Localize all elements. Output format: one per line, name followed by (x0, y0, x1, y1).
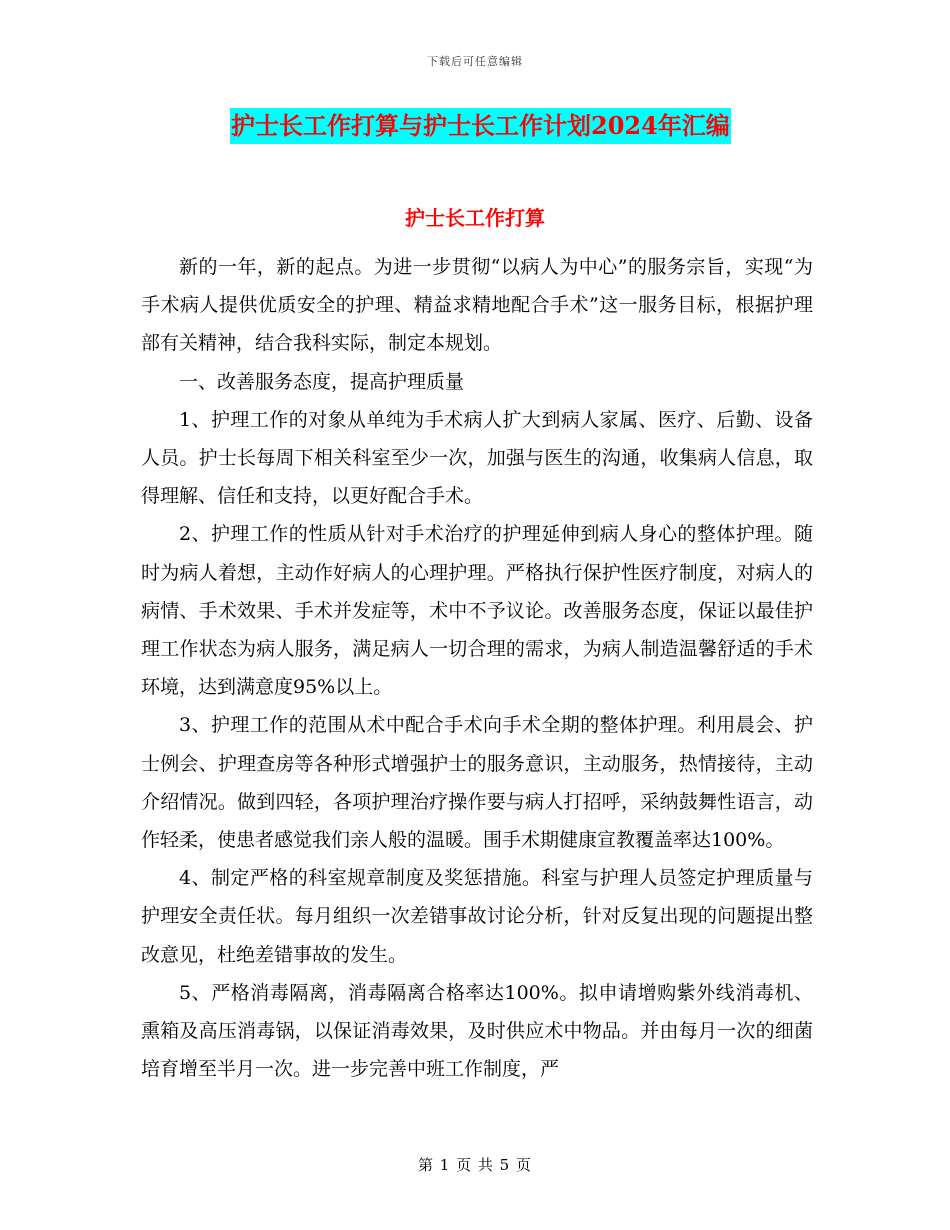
paragraph-intro: 新的一年，新的起点。为进一步贯彻“以病人为中心”的服务宗旨，实现“为手术病人提供优质安全的护理、精益求精地配合手术”这一服务目标，根据护理部有关精神，结合我科实际，制定本规划。 (141, 256, 813, 355)
paragraph-item-5: 5、严格消毒隔离，消毒隔离合格率达100%。拟申请增购紫外线消毒机、熏箱及高压消毒锅，以保证消毒效果，及时供应术中物品。并由每月一次的细菌培育增至半月一次。进一步完善中班工作制度，严 (141, 981, 813, 1081)
header-note: 下载后可任意编辑 (427, 55, 523, 68)
document-body (141, 248, 813, 1088)
paragraph-item-1: 1、护理工作的对象从单纯为手术病人扩大到病人家属、医疗、后勤、设备人员。护士长每周下相关科室至少一次，加强与医生的沟通，收集病人信息，取得理解、信任和支持，以更好配合手术。 (141, 408, 813, 508)
page-footer: 第 1 页 共 5 页 (418, 1156, 532, 1174)
section-title: 护士长工作打算 (405, 206, 545, 230)
paragraph-item-2: 2、护理工作的性质从针对手术治疗的护理延伸到病人身心的整体护理。随时为病人着想，主动作好病人的心理护理。严格执行保护性医疗制度，对病人的病情、手术效果、手术并发症等，术中不予议论。改善服务态度，保证以最佳护理工作状态为病人服务，满足病人一切合理的需求，为病人制造温馨舒适的手术环境，达到满意度95%以上。 (141, 523, 813, 699)
main-title: 护士长工作打算与护士长工作计划2024年汇编 (230, 108, 731, 144)
paragraph-item-4: 4、制定严格的科室规章制度及奖惩措施。科室与护理人员签定护理质量与护理安全责任状。每月组织一次差错事故讨论分析，针对反复出现的问题提出整改意见，杜绝差错事故的发生。 (141, 867, 813, 966)
main-title-container (230, 108, 770, 144)
paragraph-item-3: 3、护理工作的范围从术中配合手术向手术全期的整体护理。利用晨会、护士例会、护理查房等各种形式增强护士的服务意识，主动服务，热情接待，主动介绍情况。做到四轻，各项护理治疗操作要与病人打招呼，采纳鼓舞性语言，动作轻柔，使患者感觉我们亲人般的温暖。围手术期健康宣教覆盖率达100%。 (141, 714, 813, 852)
paragraph-heading-1: 一、改善服务态度，提高护理质量 (179, 370, 465, 393)
